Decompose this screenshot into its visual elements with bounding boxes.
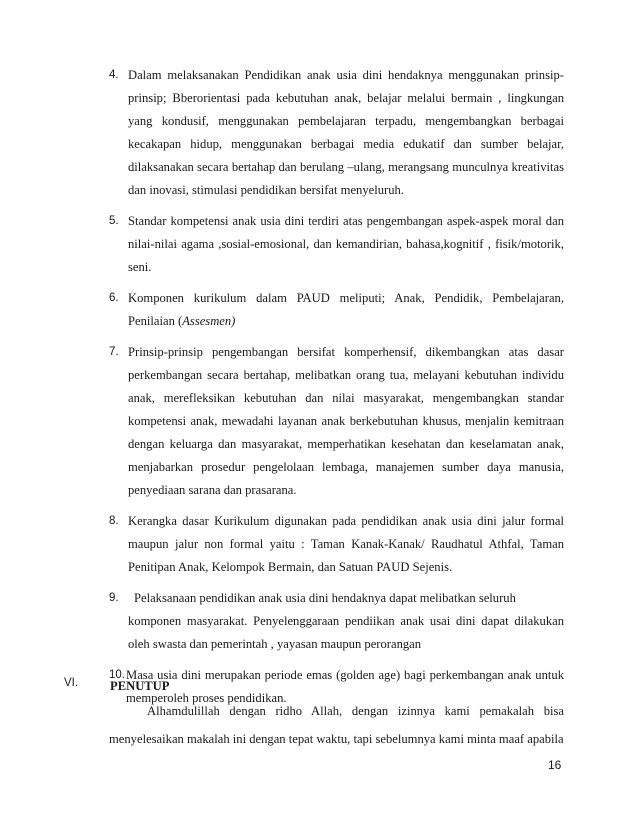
list-text: Kerangka dasar Kurikulum digunakan pada pendidikan anak usia dini jalur formal maupun jalur non formal yaitu : Taman Kanak-Kanak/ Raudhatul Athfal, Taman Penitipan Anak, Kelompok Bermain, dan Satuan PAUD Sejenis. <box>128 514 564 574</box>
list-text: komponen masyarakat. Penyelenggaraan pendiikan anak usai dini dapat dilakukan oleh swasta dan pemerintah , yayasan maupun perorangan <box>128 614 564 651</box>
list-item-9 <box>109 587 564 656</box>
list-number: 9. <box>109 592 119 604</box>
list-item-7 <box>109 341 564 502</box>
list-text-first-line: Pelaksanaan pendidikan anak usia dini hendaknya dapat melibatkan seluruh <box>134 591 516 605</box>
list-number: 7. <box>109 346 119 358</box>
list-text: Standar kompetensi anak usia dini terdiri atas pengembangan aspek-aspek moral dan nilai-nilai agama ,sosial-emosional, dan kemandirian, bahasa,kognitif , fisik/motorik, seni. <box>128 214 564 274</box>
list-item-5 <box>109 210 564 279</box>
list-item-4 <box>109 64 564 202</box>
list-number: 5. <box>109 215 119 227</box>
numbered-list <box>109 64 564 718</box>
list-number: 10. <box>109 669 125 681</box>
closing-paragraph: Alhamdulillah dengan ridho Allah, dengan izinnya kami pemakalah bisa menyelesaikan makalah ini dengan tepat waktu, tapi sebelumnya kami minta maaf apabila <box>109 704 564 746</box>
list-text: Prinsip-prinsip pengembangan bersifat komperhensif, dikembangkan atas dasar perkembangan secara bertahap, melibatkan orang tua, melayani kebutuhan individu anak, merefleksikan kebutuhan dan nilai masyarakat, mengembangkan standar kompetensi anak, mewadahi layanan anak berkebutuhan khusus, menjalin kemitraan dengan keluarga dan masyarakat, memperhatikan kesehatan dan keselamatan anak, menjabarkan prosedur pengelolaan lembaga, manajemen sumber daya manusia, penyediaan sarana dan prasarana. <box>128 345 564 497</box>
page-number: 16 <box>548 758 562 772</box>
list-number: 6. <box>109 292 119 304</box>
list-text-italic: Assesmen) <box>182 314 236 328</box>
list-item-6 <box>109 287 564 333</box>
list-text: Masa usia dini merupakan periode emas (golden age) bagi perkembangan anak untuk memperoleh proses pendidikan. <box>126 668 564 705</box>
section-number: VI. <box>64 677 79 689</box>
list-text: Komponen kurikulum dalam PAUD meliputi; Anak, Pendidik, Pembelajaran, Penilaian ( <box>128 291 564 328</box>
list-number: 8. <box>109 515 119 527</box>
list-number: 4. <box>109 69 119 81</box>
section-heading: PENUTUP <box>110 679 170 693</box>
list-text: Dalam melaksanakan Pendidikan anak usia dini hendaknya menggunakan prinsip-prinsip; Bberorientasi pada kebutuhan anak, belajar melalui bermain , lingkungan yang kondusif, menggunakan pembelajaran terpadu, mengembangkan berbagai kecakapan hidup, menggunakan berbagai media edukatif dan sumber belajar, dilaksanakan secara bertahap dan berulang –ulang, merangsang munculnya kreativitas dan inovasi, stimulasi pendidikan bersifat menyeluruh. <box>128 68 564 197</box>
list-item-8 <box>109 510 564 579</box>
